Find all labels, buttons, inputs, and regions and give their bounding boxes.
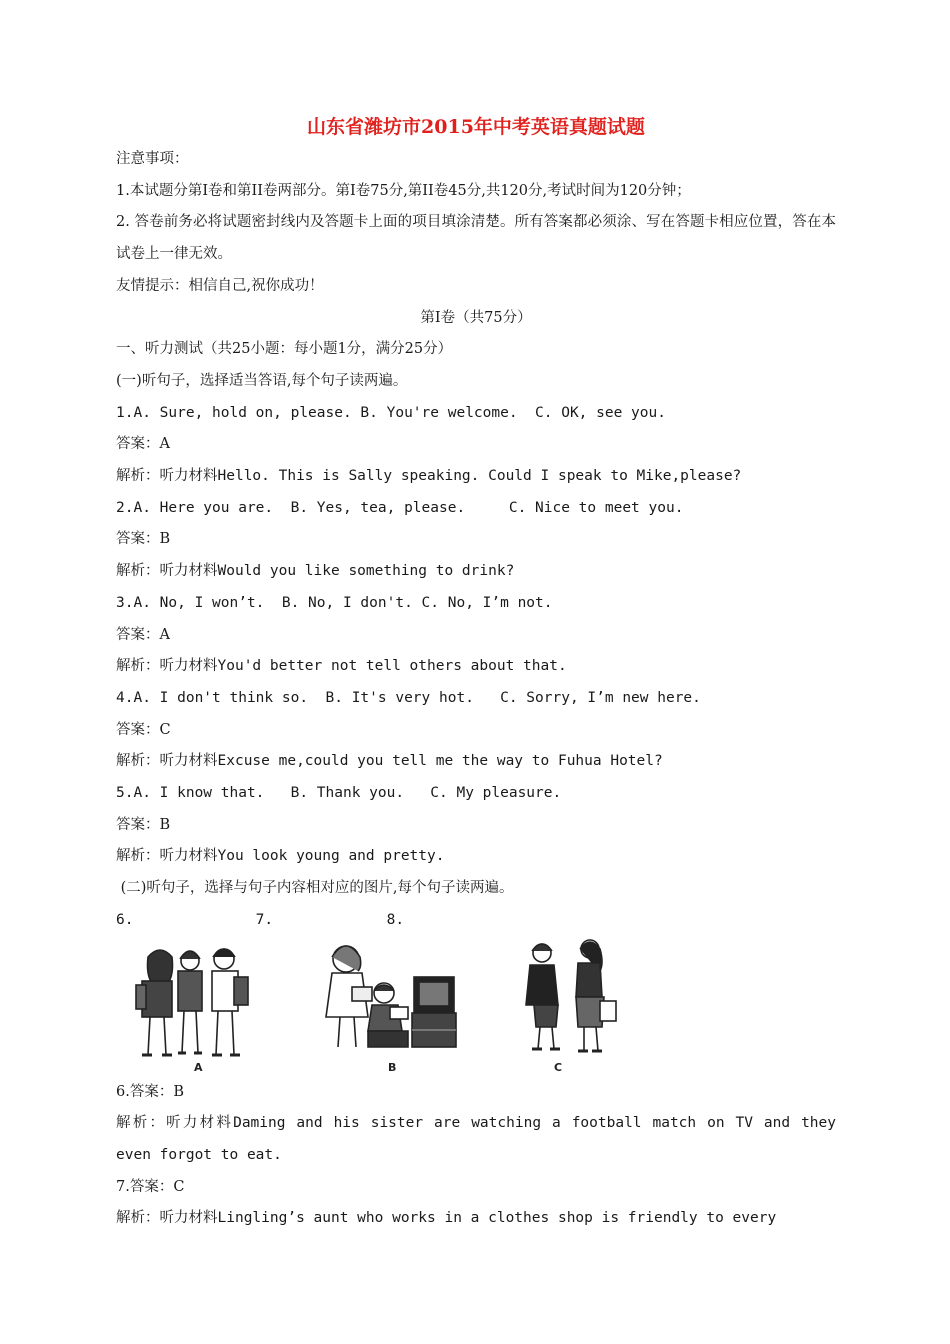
picture-c xyxy=(518,937,628,1074)
question-3-options: 3.A. No, I won’t. B. No, I don't. C. No, I’m not. xyxy=(116,594,553,611)
two-women-illustration xyxy=(518,937,628,1067)
notice-heading: 注意事项： xyxy=(116,151,189,167)
question-1-answer: 答案：A xyxy=(116,436,170,453)
subsection1-instruction: (一)听句子，选择适当答语,每个句子读两遍。 xyxy=(116,372,408,389)
question-4-analysis: 解析：听力材料Excuse me,could you tell me the way to Fuhua Hotel? xyxy=(116,753,663,770)
picture-b xyxy=(318,937,468,1074)
question-1-options: 1.A. Sure, hold on, please. B. You're welcome. C. OK, see you. xyxy=(116,404,666,421)
picture-numbers: 6. 7. 8. xyxy=(116,911,405,928)
picture-row xyxy=(116,937,836,1077)
part1-heading: 第Ⅰ卷（共75分） xyxy=(420,309,532,326)
question-3-answer: 答案：A xyxy=(116,626,170,643)
question-4-options: 4.A. I don't think so. B. It's very hot. C. Sorry, I’m new here. xyxy=(116,689,701,706)
question-2-options: 2.A. Here you are. B. Yes, tea, please. C. Nice to meet you. xyxy=(116,499,684,516)
exam-page xyxy=(116,112,836,1235)
question-5-analysis: 解析：听力材料You look young and pretty. xyxy=(116,848,445,865)
subsection2-instruction: (二)听句子，选择与句子内容相对应的图片,每个句子读两遍。 xyxy=(116,880,514,897)
question-5-options: 5.A. I know that. B. Thank you. C. My pleasure. xyxy=(116,785,562,802)
question-7-answer: 7.答案：C xyxy=(116,1178,185,1195)
question-2-analysis: 解析：听力材料Would you like something to drink? xyxy=(116,563,515,580)
picture-a xyxy=(134,937,254,1074)
notice-item-2: 2. 答卷前务必将试题密封线内及答题卡上面的项目填涂清楚。所有答案都必须涂、写在答题卡相应位置，答在本试卷上一律无效。 xyxy=(116,214,836,263)
question-5-answer: 答案：B xyxy=(116,816,171,833)
page-title: 山东省潍坊市2015年中考英语真题试题 xyxy=(307,116,645,138)
question-6-analysis: 解析：听力材料Daming and his sister are watching a football match on TV and they even forgot to eat. xyxy=(116,1115,836,1163)
question-6-answer: 6.答案：B xyxy=(116,1083,184,1100)
question-1-analysis: 解析：听力材料Hello. This is Sally speaking. Could I speak to Mike,please? xyxy=(116,468,742,485)
notice-item-1: 1.本试题分第Ⅰ卷和第II卷两部分。第Ⅰ卷75分,第II卷45分,共120分,考试时间为120分钟； xyxy=(116,182,691,199)
picture-c-label: C xyxy=(554,1060,563,1074)
picture-b-label: B xyxy=(388,1060,397,1074)
picture-a-label: A xyxy=(194,1060,203,1074)
question-7-analysis: 解析：听力材料Lingling’s aunt who works in a clothes shop is friendly to every xyxy=(116,1210,777,1227)
three-students-illustration xyxy=(134,937,254,1067)
watching-tv-illustration xyxy=(318,937,468,1067)
encouragement-tip: 友情提示：相信自己,祝你成功！ xyxy=(116,277,324,294)
question-4-answer: 答案：C xyxy=(116,721,171,738)
question-2-answer: 答案：B xyxy=(116,531,171,548)
section1-heading: 一、听力测试（共25小题：每小题1分，满分25分） xyxy=(116,341,453,358)
question-3-analysis: 解析：听力材料You'd better not tell others about that. xyxy=(116,658,567,675)
